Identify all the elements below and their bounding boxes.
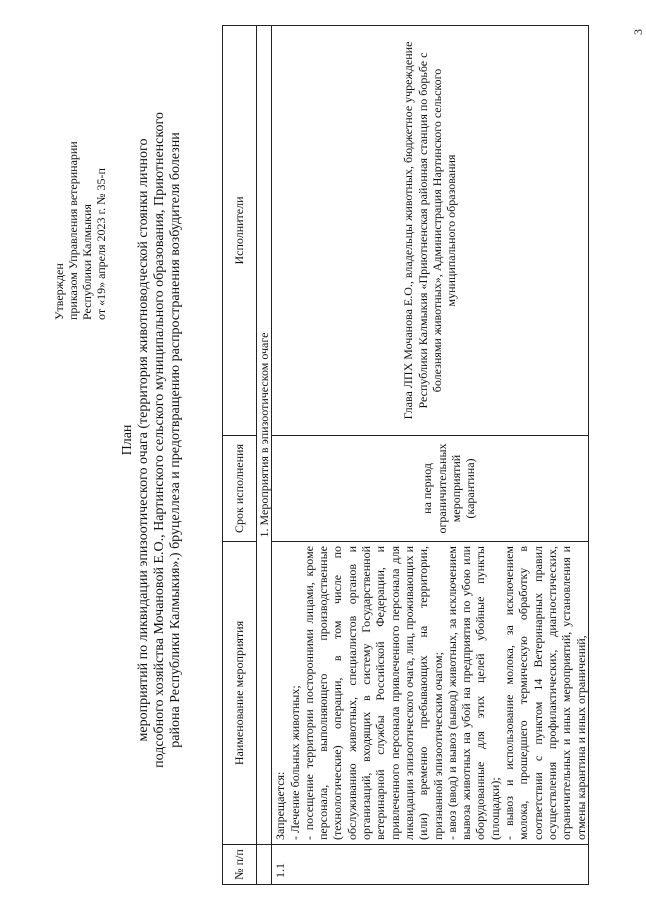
measure-line: - посещение территории посторонними лицами, кроме персонала, выполняющего производственные (технологические) операции, в том числе по обслуживанию животных, специалистов органов и организаций, входящих в систему Государственной ветеринарной службы Российской Федерации, и привлеченного персонала привлеченного персонала для ликвидации эпизоотического очага, лиц, проживающих и (или) временно пребывающих на территории, признанной эпизоотическим очагом;: [301, 546, 445, 840]
header-number: № п/п: [223, 845, 257, 885]
row-deadline: [272, 436, 589, 542]
measures-table: [222, 25, 589, 885]
measure-line: - вывоз и использование молока, за исключением молока, прошедшего термическую обработку в соответствии с пунктом 14 Ветеринарных правил осуществления профилактических, диагностических, ограничительных и иных мероприятий, установления и отмены карантина и иных ограничений,: [502, 546, 588, 840]
table-header-row: [223, 26, 257, 885]
deadline-text: на период ограничительных мероприятий (карантина): [420, 443, 478, 534]
approval-line: приказом Управления ветеринарии: [66, 141, 80, 320]
measure-line: Запрещается:: [273, 771, 288, 840]
header-deadline: Срок исполнения: [223, 436, 257, 542]
section-row: [257, 26, 272, 885]
header-executors: Исполнители: [223, 26, 257, 436]
row-measures: [272, 542, 589, 845]
approval-line: от «19» апреля 2023 г. № 35-п: [94, 168, 108, 320]
section-title: 1. Мероприятия в эпизоотическом очаге: [257, 26, 272, 845]
document-title: [120, 15, 184, 865]
page-number: 3: [631, 29, 645, 35]
header-measure-name: Наименование мероприятия: [223, 542, 257, 845]
title-line: мероприятий по ликвидации эпизоотического очага (территория животноводческой стоянки личного: [136, 138, 151, 742]
approval-line: Республики Калмыкия: [80, 204, 94, 320]
title-line: План: [120, 424, 135, 456]
row-number: 1.1: [272, 845, 589, 885]
approval-stamp: [52, 40, 108, 320]
measure-line: - ввоз (ввод) и вывоз (вывод) животных, за исключением вывоза животных на убой на предприятия по убою или оборудованные для этих целей убойные пункты (площадки);: [444, 546, 502, 840]
table-row: [272, 26, 589, 885]
title-line: района Республики Калмыкия».) бруцеллеза и предотвращению распространения возбудителя болезни: [168, 132, 183, 748]
approval-line: Утвержден: [52, 263, 66, 320]
title-line: подсобного хозяйства Мочановой Е.О., Нартинского сельского муниципального образования, Приютненского: [152, 112, 167, 768]
measure-line: - Лечение больных животных;: [287, 685, 302, 840]
row-executors: Глава ЛПХ Мочанова Е.О., владельцы животных, бюджетное учреждение Республики Калмыкия «Приютненская районная станция по борьбе с болезнями животных», Администрация Нартинского сельского муниципального образования: [272, 26, 589, 436]
